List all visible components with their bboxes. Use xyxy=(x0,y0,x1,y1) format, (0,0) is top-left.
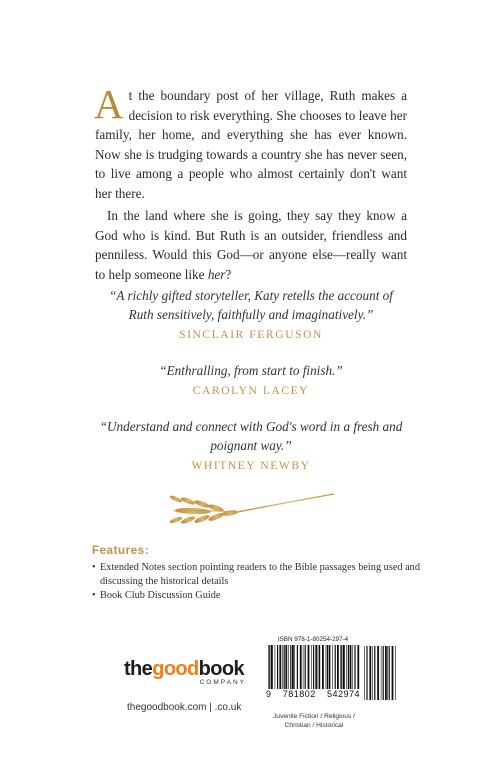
blurb-emphasis: her xyxy=(207,266,226,282)
features-list xyxy=(92,561,422,603)
endorsements xyxy=(95,286,407,472)
features-list-item: • Book Club Discussion Guide xyxy=(92,589,422,603)
genre-label: Juvenile Fiction / Religious / Christian / Historical xyxy=(273,713,355,729)
features-title: Features: xyxy=(92,545,150,557)
publisher-website: thegoodbook.com | .co.uk xyxy=(127,702,242,713)
price-barcode-icon xyxy=(362,646,398,700)
endorsement-author: WHITNEY NEWBY xyxy=(191,460,311,472)
endorsement-author: CAROLYN LACEY xyxy=(192,385,310,397)
barcode-digits-left: 781802 xyxy=(282,689,316,699)
endorsement-quote: “Enthralling, from start to finish.” xyxy=(159,363,343,378)
logo-company: COMPANY xyxy=(199,679,246,686)
barcode-digits-right: 542974 xyxy=(326,689,360,699)
wheat-ornament-icon xyxy=(168,484,336,526)
endorsement-quote: “Understand and connect with God's word in a fresh and poignant way.” xyxy=(99,419,403,453)
barcode-digit-first: 9 xyxy=(266,689,272,699)
barcode-block xyxy=(266,636,360,708)
publisher-logo xyxy=(124,658,248,686)
blurb-paragraph-2-text: In the land where she is going, they say they know a God who is kind. But Ruth is an outsider, friendless and penniless. Would this God—or anyone else—really want to help someone like xyxy=(95,208,407,282)
blurb-paragraph-2 xyxy=(95,206,407,284)
publisher-logo-wordmark xyxy=(124,658,248,680)
drop-cap: A xyxy=(94,81,124,127)
features-section xyxy=(92,545,422,603)
blurb-paragraph-1 xyxy=(94,81,407,203)
endorsement-author: SINCLAIR FERGUSON xyxy=(179,329,323,341)
blurb-paragraph-2-end: ? xyxy=(225,266,232,282)
isbn-number: ISBN 978-1-80254-297-4 xyxy=(277,636,349,643)
features-list-item: • Extended Notes section pointing readers to the Bible passages being used and discussing the historical details xyxy=(92,561,422,589)
barcode-icon xyxy=(266,645,360,689)
endorsement-quote: “A richly gifted storyteller, Katy retells the account of Ruth sensitively, faithfully and imaginatively.” xyxy=(109,288,393,322)
blurb xyxy=(94,81,407,284)
endorsement xyxy=(95,417,407,472)
barcode-digits xyxy=(266,689,360,699)
endorsement xyxy=(95,361,407,397)
logo-word-the: the xyxy=(124,658,153,680)
logo-word-book: book xyxy=(198,658,245,680)
logo-word-good: good xyxy=(152,658,199,680)
blurb-paragraph-1-text: t the boundary post of her village, Ruth makes a decision to risk everything. She chooses to leave her family, her home, and everything she has ever known. Now she is trudging towards a country she has never seen, to live among a people who almost certainly don't want her there. xyxy=(95,88,407,201)
endorsement xyxy=(95,286,407,341)
